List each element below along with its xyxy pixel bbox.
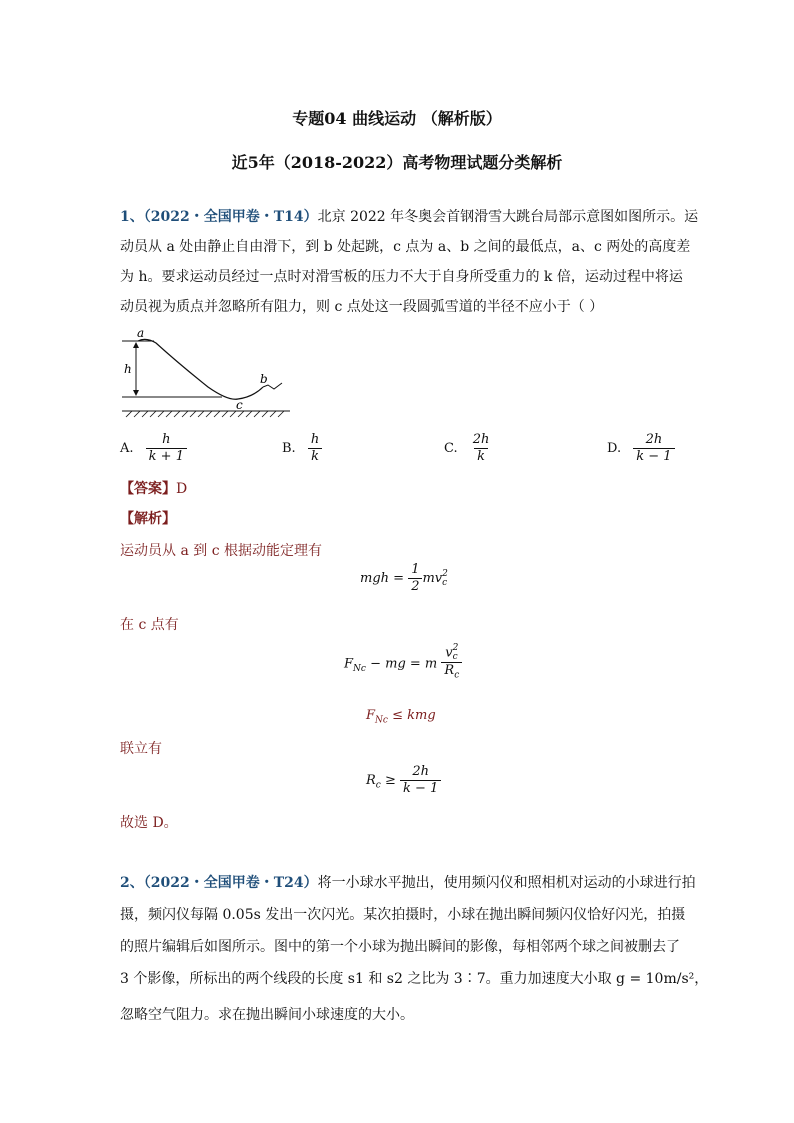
- q1-source: （2022・全国甲卷・T14）: [143, 209, 318, 225]
- option-a-den: k + 1: [146, 448, 187, 465]
- eq1-left: mgh =: [360, 571, 405, 586]
- option-b-num: h: [310, 432, 320, 447]
- q1-text-line-3: 为 h。要求运动员经过一点时对滑雪板的压力不大于自身所受重力的 k 倍，运动过程中将运: [120, 269, 683, 285]
- step3-text: 联立有: [120, 741, 162, 757]
- equation-energy: [360, 562, 448, 595]
- eq3-sub: Nc: [375, 715, 388, 726]
- equation-result: [366, 764, 441, 797]
- option-c-fraction: [470, 432, 493, 465]
- eq1-frac-num: 1: [411, 562, 420, 577]
- eq2-left: F: [344, 656, 354, 672]
- ski-slope-figure: [118, 325, 298, 425]
- eq2-den-r: R: [444, 663, 455, 678]
- eq4-left: R: [366, 773, 376, 788]
- ground-hatching: [126, 411, 284, 417]
- option-c-den: k: [474, 448, 488, 465]
- eq2-mid: − mg = m: [365, 656, 438, 672]
- eq2-frac-num: [442, 644, 461, 662]
- arrow-head-up: [133, 342, 139, 348]
- eq2-left-sub: Nc: [353, 663, 366, 674]
- label-b: b: [260, 372, 268, 386]
- step1-text: 运动员从 a 到 c 根据动能定理有: [120, 543, 322, 559]
- conclusion-text: 故选 D。: [120, 815, 178, 831]
- equation-constraint: [366, 708, 436, 726]
- eq1-frac-den: 2: [408, 578, 422, 595]
- option-c-num: 2h: [472, 432, 490, 447]
- eq1-sup: 2: [442, 568, 448, 579]
- label-c: c: [236, 398, 243, 412]
- option-d-label: D.: [607, 441, 622, 456]
- option-a[interactable]: [120, 432, 187, 465]
- q2-text-line-1: 将一小球水平抛出，使用频闪仪和照相机对运动的小球进行拍: [317, 875, 696, 891]
- eq1-right: mv: [422, 571, 443, 586]
- q1-text-line-1: 北京 2022 年冬奥会首钢滑雪大跳台局部示意图如图所示。运: [317, 209, 699, 225]
- eq3-rest: ≤ kmg: [387, 708, 436, 723]
- step2-text: 在 c 点有: [120, 617, 179, 633]
- eq4-left-sub: c: [375, 780, 381, 791]
- option-d-den: k − 1: [633, 448, 674, 465]
- q1-text-line-4: 动员视为质点并忽略所有阻力，则 c 点处这一段圆弧雪道的半径不应小于（ ）: [120, 299, 604, 315]
- page-subtitle: 近5年（2018-2022）高考物理试题分类解析: [231, 153, 563, 172]
- label-h: h: [124, 362, 132, 376]
- eq4-frac: [400, 764, 441, 797]
- eq1-frac: [408, 562, 422, 595]
- eq2-frac-den: [441, 662, 462, 684]
- answer-row: [120, 478, 187, 498]
- q2-source: （2022・全国甲卷・T24）: [143, 875, 318, 891]
- q2-text-line-2: 摄，频闪仪每隔 0.05s 发出一次闪光。某次拍摄时，小球在抛出瞬间频闪仪恰好闪光，拍摄: [120, 907, 686, 923]
- label-a: a: [137, 326, 145, 340]
- q2-text-line-3: 的照片编辑后如图所示。图中的第一个小球为抛出瞬间的影像，每相邻两个球之间被删去了: [120, 939, 680, 955]
- option-a-fraction: [146, 432, 187, 465]
- option-d-fraction: [633, 432, 674, 465]
- option-b-label: B.: [282, 441, 296, 456]
- page-title: 专题04 曲线运动 （解析版）: [292, 109, 502, 128]
- option-d-num: 2h: [645, 432, 663, 447]
- option-a-num: h: [162, 432, 171, 447]
- q1-number: 1、: [120, 209, 144, 225]
- q1-text-line-2: 动员从 a 处由静止自由滑下，到 b 处起跳，c 点为 a、b 之间的最低点，a、c 两处的高度差: [120, 239, 691, 255]
- eq2-num-sub: c: [452, 652, 458, 662]
- option-d[interactable]: [607, 432, 675, 465]
- q1-line-1: [120, 208, 699, 226]
- eq2-num-v: v: [445, 645, 453, 661]
- arrow-head-down: [133, 390, 139, 396]
- eq2-num-sup: 2: [452, 643, 459, 653]
- eq3-f: F: [366, 708, 376, 723]
- q2-number: 2、: [120, 875, 144, 891]
- option-b-den: k: [308, 448, 322, 465]
- eq2-frac: [441, 644, 462, 684]
- analysis-label: 【解析】: [120, 511, 176, 527]
- option-c[interactable]: [444, 432, 492, 465]
- q2-line-1: [120, 874, 696, 892]
- eq2-den-sub: c: [454, 670, 460, 681]
- slope-curve: [138, 339, 263, 399]
- eq4-den: k − 1: [400, 780, 441, 797]
- option-c-label: C.: [444, 441, 458, 456]
- q2-text-line-5: 忽略空气阻力。求在抛出瞬间小球速度的大小。: [120, 1007, 414, 1023]
- answer-value: D: [176, 481, 188, 497]
- eq4-op: ≥: [380, 773, 401, 788]
- option-b[interactable]: [282, 432, 322, 465]
- eq1-sub: c: [442, 577, 448, 588]
- answer-label: 【答案】: [120, 481, 176, 497]
- eq4-num: 2h: [412, 764, 429, 779]
- equation-centripetal: [344, 644, 462, 684]
- option-a-label: A.: [120, 441, 134, 456]
- q2-text-line-4: 3 个影像，所标出的两个线段的长度 s1 和 s2 之比为 3∶7。重力加速度大小取 g = 10m/s²，: [120, 971, 709, 987]
- option-b-fraction: [308, 432, 322, 465]
